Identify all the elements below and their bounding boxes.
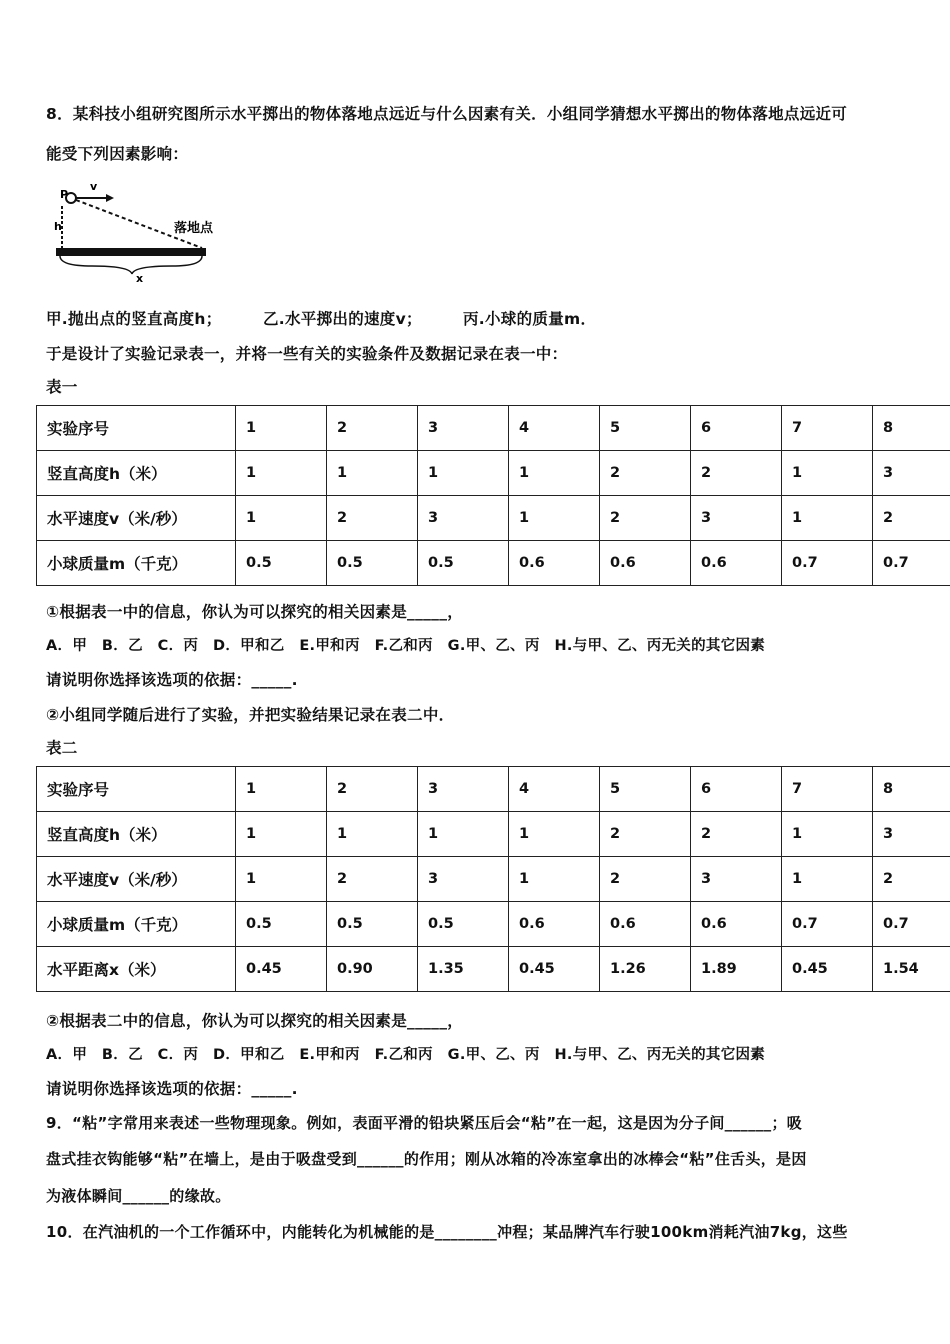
table-row — [37, 767, 950, 812]
velocity-label: v — [90, 180, 98, 193]
table-cell: 1.35 — [418, 947, 509, 992]
table-cell: 6 — [691, 406, 782, 451]
ground — [56, 248, 206, 256]
design-text: 于是设计了实验记录表一，并将一些有关的实验条件及数据记录在表一中： — [46, 345, 568, 363]
table-cell: 2 — [327, 767, 418, 812]
row-header: 实验序号 — [37, 767, 236, 812]
q10-line1: 10．在汽油机的一个工作循环中，内能转化为机械能的是________冲程；某品牌汽车行驶100km消耗汽油7kg，这些 — [46, 1223, 848, 1241]
table-cell: 0.6 — [509, 541, 600, 586]
table-cell: 7 — [782, 406, 873, 451]
table-cell: 0.5 — [418, 902, 509, 947]
table2 — [36, 766, 950, 992]
row-header: 实验序号 — [37, 406, 236, 451]
table-row — [37, 947, 950, 992]
row-header: 竖直高度h（米） — [37, 812, 236, 857]
q8-sub2-intro: ②小组同学随后进行了实验，并把实验结果记录在表二中． — [46, 706, 455, 724]
distance-brace — [60, 256, 202, 274]
table-cell: 1 — [236, 406, 327, 451]
table-cell: 8 — [873, 406, 950, 451]
row-header: 水平速度v（米/秒） — [37, 857, 236, 902]
row-header: 水平距离x（米） — [37, 947, 236, 992]
factor-jia: 甲.抛出点的竖直高度h； — [46, 310, 222, 328]
table2-title: 表二 — [46, 739, 78, 757]
table-cell: 1 — [236, 451, 327, 496]
table-cell: 0.5 — [327, 541, 418, 586]
table-cell: 1 — [509, 857, 600, 902]
point-label: P — [60, 188, 69, 201]
table-cell: 2 — [600, 451, 691, 496]
table-row — [37, 406, 950, 451]
q8-line2: 能受下列因素影响： — [46, 145, 189, 163]
q9-line3: 为液体瞬间______的缘故。 — [46, 1187, 231, 1205]
table-cell: 0.5 — [327, 902, 418, 947]
table-cell: 0.6 — [600, 902, 691, 947]
table-cell: 1.89 — [691, 947, 782, 992]
table-cell: 3 — [418, 857, 509, 902]
row-header: 小球质量m（千克） — [37, 541, 236, 586]
distance-label: x — [136, 272, 144, 285]
table-cell: 1 — [236, 767, 327, 812]
table-cell: 3 — [691, 857, 782, 902]
table-cell: 5 — [600, 406, 691, 451]
table-cell: 0.45 — [236, 947, 327, 992]
table-cell: 0.6 — [600, 541, 691, 586]
q8-sub1-reason: 请说明你选择该选项的依据：_____. — [46, 671, 298, 689]
table-cell: 2 — [873, 857, 950, 902]
table-cell: 8 — [873, 767, 950, 812]
table-row — [37, 541, 950, 586]
table-cell: 1.26 — [600, 947, 691, 992]
table-cell: 0.7 — [782, 902, 873, 947]
table-cell: 2 — [600, 812, 691, 857]
height-label: h — [54, 220, 62, 233]
table-cell: 3 — [873, 451, 950, 496]
table-cell: 1 — [327, 812, 418, 857]
table-cell: 1 — [236, 812, 327, 857]
table-cell: 3 — [418, 496, 509, 541]
table-cell: 0.5 — [236, 902, 327, 947]
table-cell: 1 — [782, 812, 873, 857]
table-cell: 1 — [509, 496, 600, 541]
table-cell: 0.6 — [509, 902, 600, 947]
table-row — [37, 496, 950, 541]
row-header: 水平速度v（米/秒） — [37, 496, 236, 541]
row-header: 小球质量m（千克） — [37, 902, 236, 947]
table-cell: 4 — [509, 767, 600, 812]
projectile-diagram — [52, 170, 232, 285]
table-cell: 2 — [327, 857, 418, 902]
table1 — [36, 405, 950, 586]
q8-sub1-question: ①根据表一中的信息，你认为可以探究的相关因素是_____， — [46, 603, 464, 621]
table1-title: 表一 — [46, 378, 78, 396]
table-cell: 4 — [509, 406, 600, 451]
q8-sub2-reason: 请说明你选择该选项的依据：_____. — [46, 1080, 298, 1098]
table-cell: 2 — [600, 857, 691, 902]
table-cell: 0.7 — [873, 902, 950, 947]
table-cell: 1 — [236, 857, 327, 902]
table-cell: 1.54 — [873, 947, 950, 992]
table-cell: 2 — [691, 812, 782, 857]
table-cell: 7 — [782, 767, 873, 812]
table-cell: 0.45 — [509, 947, 600, 992]
table-cell: 1 — [236, 496, 327, 541]
table-cell: 2 — [327, 496, 418, 541]
q8-sub2-question: ②根据表二中的信息，你认为可以探究的相关因素是_____， — [46, 1012, 464, 1030]
table-cell: 1 — [418, 812, 509, 857]
q9-line2: 盘式挂衣钩能够“粘”在墙上，是由于吸盘受到______的作用；刚从冰箱的冷冻室拿出的冰棒会“粘”住舌头，是因 — [46, 1150, 807, 1168]
table-cell: 3 — [873, 812, 950, 857]
table-cell: 3 — [418, 406, 509, 451]
table-cell: 1 — [782, 496, 873, 541]
table-row — [37, 812, 950, 857]
table-cell: 0.5 — [236, 541, 327, 586]
table-cell: 3 — [691, 496, 782, 541]
table-cell: 1 — [327, 451, 418, 496]
landing-label: 落地点 — [174, 221, 214, 236]
table-cell: 0.7 — [873, 541, 950, 586]
table-cell: 0.45 — [782, 947, 873, 992]
table-cell: 2 — [327, 406, 418, 451]
table-cell: 1 — [509, 812, 600, 857]
table-cell: 2 — [600, 496, 691, 541]
table-row — [37, 857, 950, 902]
q8-sub2-options: A．甲 B．乙 C．丙 D．甲和乙 E.甲和丙 F.乙和丙 G.甲、乙、丙 H.与甲、乙、丙无关的其它因素 — [46, 1047, 766, 1063]
q8-sub1-options: A．甲 B．乙 C．丙 D．甲和乙 E.甲和丙 F.乙和丙 G.甲、乙、丙 H.与甲、乙、丙无关的其它因素 — [46, 638, 766, 654]
table-cell: 3 — [418, 767, 509, 812]
table-cell: 1 — [782, 857, 873, 902]
table-cell: 2 — [691, 451, 782, 496]
row-header: 竖直高度h（米） — [37, 451, 236, 496]
factor-yi: 乙.水平掷出的速度v； — [263, 310, 422, 328]
table-cell: 0.6 — [691, 541, 782, 586]
q8-line1: 8．某科技小组研究图所示水平掷出的物体落地点远近与什么因素有关．小组同学猜想水平掷出的物体落地点远近可 — [46, 105, 848, 123]
table-row — [37, 451, 950, 496]
table-cell: 0.7 — [782, 541, 873, 586]
q9-line1: 9．“粘”字常用来表述一些物理现象。例如，表面平滑的铅块紧压后会“粘”在一起，这是因为分子间______；吸 — [46, 1114, 803, 1132]
table-cell: 2 — [873, 496, 950, 541]
table-cell: 1 — [509, 451, 600, 496]
table-cell: 6 — [691, 767, 782, 812]
velocity-arrow-head — [106, 194, 114, 202]
table-cell: 5 — [600, 767, 691, 812]
table-cell: 0.6 — [691, 902, 782, 947]
table-cell: 1 — [418, 451, 509, 496]
table-cell: 0.90 — [327, 947, 418, 992]
table-row — [37, 902, 950, 947]
table-cell: 1 — [782, 451, 873, 496]
factor-bing: 丙.小球的质量m． — [463, 310, 597, 328]
table-cell: 0.5 — [418, 541, 509, 586]
